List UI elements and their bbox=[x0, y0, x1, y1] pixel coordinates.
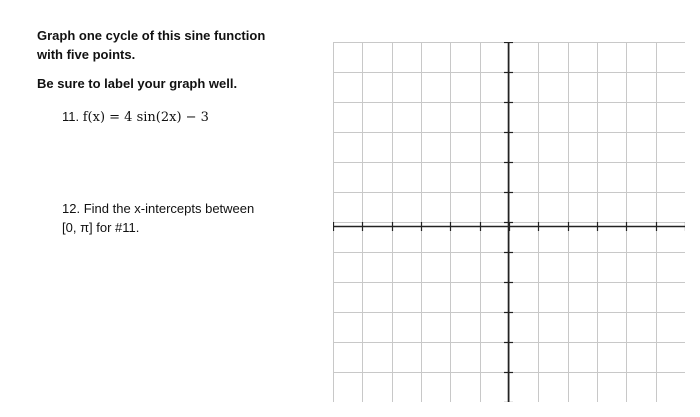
problem-12-text-line-1: Find the x-intercepts between bbox=[83, 201, 255, 216]
problem-11 bbox=[62, 107, 302, 127]
instruction-line-2: with five points. bbox=[37, 47, 136, 62]
instructions bbox=[37, 26, 307, 93]
problem-11-expression: f(x) = 4 sin(2x) − 3 bbox=[82, 110, 209, 125]
problem-12 bbox=[62, 199, 302, 237]
instruction-line-1: Graph one cycle of this sine function bbox=[37, 28, 266, 43]
graph-grid[interactable] bbox=[333, 42, 685, 402]
problem-12-text-line-2: [0, π] for #11. bbox=[62, 220, 140, 235]
instruction-line-3: Be sure to label your graph well. bbox=[37, 76, 238, 91]
problem-11-number: 11. bbox=[62, 109, 80, 124]
problem-12-number: 12. bbox=[62, 201, 81, 216]
